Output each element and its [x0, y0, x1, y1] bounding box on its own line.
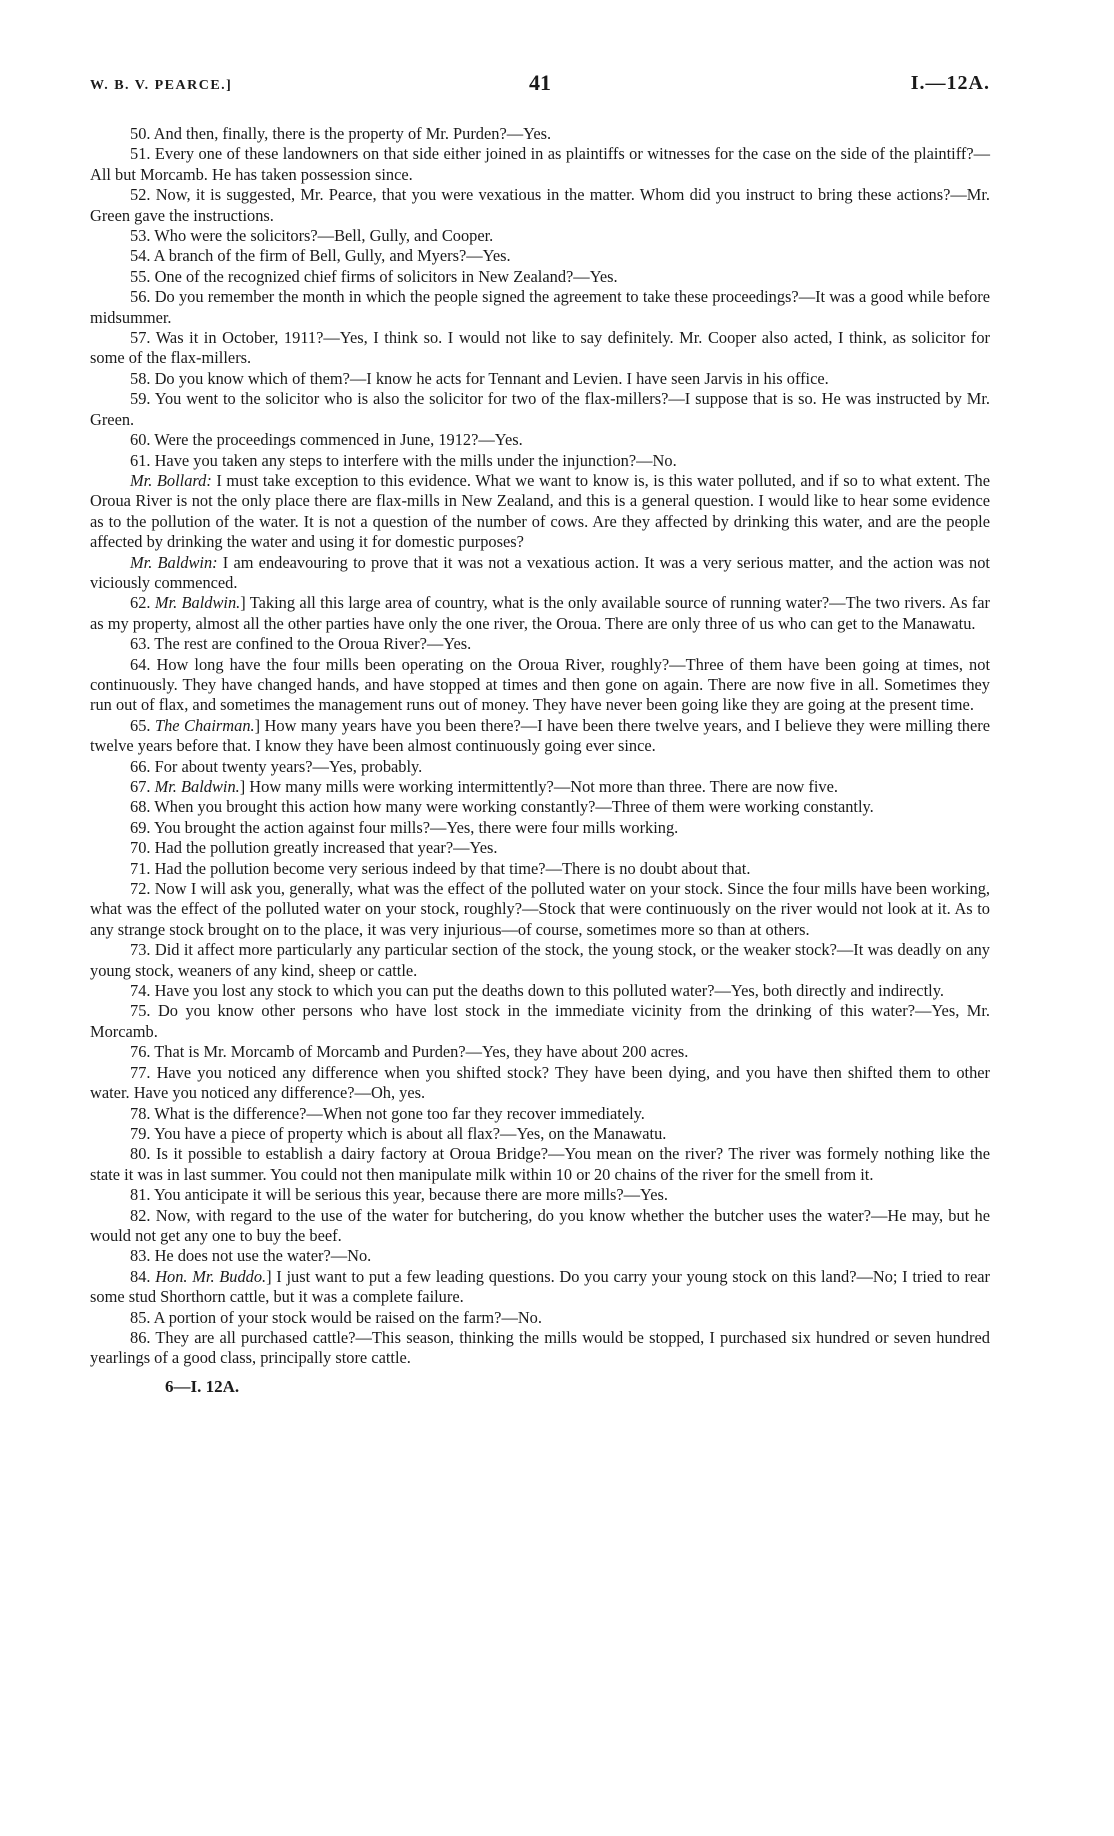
- paragraph-text: 66. For about twenty years?—Yes, probably.: [130, 756, 423, 776]
- paragraph-text: 57. Was it in October, 1911?—Yes, I think so. I would not like to say definitely. Mr. Cooper also acted, I think, as solicitor for some of the flax-millers.: [90, 328, 990, 368]
- testimony-paragraph: [90, 634, 990, 654]
- paragraph-text: ] How many mills were working intermittently?—Not more than three. There are now five.: [239, 777, 838, 796]
- paragraph-text: 63. The rest are confined to the Oroua River?—Yes.: [130, 634, 472, 654]
- testimony-paragraph: [90, 1246, 990, 1266]
- testimony-paragraph: [90, 655, 990, 716]
- signature-mark: 6—I. 12A.: [165, 1376, 240, 1396]
- paragraph-text: 73. Did it affect more particularly any particular section of the stock, the young stock, or the weaker stock?—It was deadly on any young stock, weaners of any kind, sheep or cattle.: [90, 940, 990, 980]
- paragraph-text: 85. A portion of your stock would be raised on the farm?—No.: [130, 1307, 542, 1327]
- speaker-name: Mr. Baldwin.: [154, 593, 241, 613]
- paragraph-text: 71. Had the pollution become very serious indeed by that time?—There is no doubt about that.: [130, 858, 751, 878]
- testimony-paragraph: [90, 1104, 990, 1124]
- paragraph-text: 50. And then, finally, there is the property of Mr. Purden?—Yes.: [130, 124, 552, 143]
- paragraph-text: 86. They are all purchased cattle?—This season, thinking the mills would be stopped, I purchased six hundred or seven hundred yearlings of a good class, principally store cattle.: [90, 1327, 990, 1368]
- testimony-paragraph: [90, 369, 990, 389]
- testimony-paragraph: [90, 777, 990, 797]
- witness-name: W. B. V. PEARCE.]: [90, 78, 233, 93]
- testimony-paragraph: [90, 1206, 990, 1247]
- page-header: [90, 70, 990, 106]
- paragraph-text: ] Taking all this large area of country, what is the only available source of running water?—The two rivers. As far as my property, almost all the other parties have only the one river, the Oroua. There are only three of us who can get to the Manawatu.: [90, 593, 990, 633]
- testimony-paragraph: [90, 1063, 990, 1104]
- testimony-paragraph: [90, 451, 990, 471]
- speaker-name: Hon. Mr. Buddo.: [155, 1266, 267, 1286]
- testimony-paragraph: [90, 1185, 990, 1205]
- paragraph-text: 69. You brought the action against four mills?—Yes, there were four mills working.: [130, 817, 679, 837]
- paragraph-text: 83. He does not use the water?—No.: [130, 1246, 372, 1266]
- question-number: 62.: [130, 593, 155, 613]
- speaker-name: The Chairman.: [154, 715, 255, 735]
- testimony-paragraph: [90, 226, 990, 246]
- speaker-name: Mr. Bollard:: [130, 470, 212, 490]
- paragraph-text: ] How many years have you been there?—I have been there twelve years, and I believe they were milling there twelve years before that. I know they have been almost continuously going ever since.: [90, 715, 990, 756]
- question-number: 65.: [130, 715, 155, 735]
- testimony-paragraph: [90, 553, 990, 594]
- speaker-name: Mr. Baldwin:: [130, 552, 218, 572]
- paragraph-text: 58. Do you know which of them?—I know he acts for Tennant and Levien. I have seen Jarvis in his office.: [130, 368, 829, 388]
- testimony-paragraph: [90, 389, 990, 430]
- paragraph-text: I must take exception to this evidence. What we want to know is, is this water polluted, and if so to what extent. The Oroua River is not the only place there are flax-mills in New Zealand, and this is a general question. I would like to hear some evidence as to the pollution of the water. It is not a question of the number of cows. Are they affected by drinking this water, and are the people affected by drinking the water and using it for domestic purposes?: [90, 470, 991, 552]
- paragraph-text: 52. Now, it is suggested, Mr. Pearce, that you were vexatious in the matter. Whom did you instruct to bring these actions?—Mr. Green gave the instructions.: [90, 185, 990, 225]
- paragraph-text: 51. Every one of these landowners on that side either joined in as plaintiffs or witnesses for the case on the side of the plaintiff?—All but Morcamb. He has taken possession since.: [90, 144, 990, 184]
- paragraph-text: 77. Have you noticed any difference when you shifted stock? They have been dying, and you have then shifted them to other water. Have you noticed any difference?—Oh, yes.: [90, 1062, 990, 1103]
- question-number: 84.: [130, 1266, 156, 1286]
- paragraph-text: 70. Had the pollution greatly increased that year?—Yes.: [130, 838, 498, 858]
- testimony-paragraph: [90, 287, 990, 328]
- paragraph-text: 59. You went to the solicitor who is also the solicitor for two of the flax-millers?—I suppose that is so. He was instructed by Mr. Green.: [90, 389, 990, 429]
- paragraph-text: 61. Have you taken any steps to interfere with the mills under the injunction?—No.: [130, 450, 677, 470]
- testimony-paragraph: [90, 1328, 990, 1369]
- paragraph-text: 68. When you brought this action how many were working constantly?—Three of them were working constantly.: [130, 797, 874, 817]
- testimony-paragraph: [90, 879, 990, 940]
- testimony-paragraph: [90, 267, 990, 287]
- paragraph-text: 74. Have you lost any stock to which you can put the deaths down to this polluted water?—Yes, both directly and indirectly.: [130, 981, 944, 1001]
- testimony-paragraph: [90, 981, 990, 1001]
- testimony-paragraph: [90, 471, 990, 553]
- paragraph-text: 64. How long have the four mills been operating on the Oroua River, roughly?—Three of them have been going at times, not continuously. They have changed hands, and have stopped at times and then gone on again. There are now five in all. Sometimes they run out of flax, and sometimes the management runs out of money. They have never been going like they are going at the present time.: [90, 654, 990, 715]
- document-reference: I.—12A.: [910, 72, 990, 94]
- question-number: 67.: [130, 777, 155, 796]
- paragraph-text: 75. Do you know other persons who have lost stock in the immediate vicinity from the drinking of this water?—Yes, Mr. Morcamb.: [90, 1001, 990, 1041]
- testimony-paragraph: [90, 1042, 990, 1062]
- testimony-paragraph: [90, 1124, 990, 1144]
- testimony-paragraph: [90, 1308, 990, 1328]
- paragraph-text: 72. Now I will ask you, generally, what was the effect of the polluted water on your stock. Since the four mills have been working, what was the effect of the polluted water on your stock, roughly?—Stock that were continuously on the river would not look at it. As to any strange stock brought on to the place, it was very injurious—of course, sometimes more so than at others.: [90, 879, 990, 939]
- testimony-paragraph: [90, 1267, 990, 1308]
- testimony-paragraph: [90, 716, 990, 757]
- paragraph-text: 53. Who were the solicitors?—Bell, Gully, and Cooper.: [130, 226, 494, 246]
- paragraph-text: 82. Now, with regard to the use of the water for butchering, do you know whether the butcher uses the water?—He may, but he would not get any one to buy the beef.: [90, 1205, 990, 1245]
- testimony-paragraph: [90, 185, 990, 226]
- testimony-paragraph: [90, 246, 990, 266]
- paragraph-text: ] I just want to put a few leading questions. Do you carry your young stock on this land?—No; I tried to rear some stud Shorthorn cattle, but it was a complete failure.: [90, 1266, 990, 1307]
- testimony-paragraph: [90, 124, 990, 144]
- paragraph-text: 76. That is Mr. Morcamb of Morcamb and Purden?—Yes, they have about 200 acres.: [130, 1042, 689, 1062]
- paragraph-text: 79. You have a piece of property which is about all flax?—Yes, on the Manawatu.: [130, 1123, 667, 1143]
- testimony-paragraph: [90, 818, 990, 838]
- testimony-paragraph: [90, 1144, 990, 1185]
- testimony-paragraph: [90, 797, 990, 817]
- paragraph-text: 56. Do you remember the month in which the people signed the agreement to take these proceedings?—It was a good while before midsummer.: [90, 287, 990, 327]
- testimony-body: [90, 124, 990, 1369]
- testimony-paragraph: [90, 940, 990, 981]
- paragraph-text: 78. What is the difference?—When not gone too far they recover immediately.: [130, 1103, 645, 1123]
- testimony-paragraph: [90, 328, 990, 369]
- paragraph-text: 54. A branch of the firm of Bell, Gully, and Myers?—Yes.: [130, 246, 511, 266]
- testimony-paragraph: [90, 838, 990, 858]
- speaker-name: Mr. Baldwin.: [154, 777, 240, 796]
- page-number: 41: [529, 70, 551, 95]
- testimony-paragraph: [90, 144, 990, 185]
- paragraph-text: I am endeavouring to prove that it was not a vexatious action. It was a very serious matter, and the action was not viciously commenced.: [90, 552, 990, 592]
- testimony-paragraph: [90, 1001, 990, 1042]
- testimony-paragraph: [90, 593, 990, 634]
- paragraph-text: 81. You anticipate it will be serious this year, because there are more mills?—Yes.: [130, 1185, 668, 1205]
- paragraph-text: 55. One of the recognized chief firms of solicitors in New Zealand?—Yes.: [130, 266, 618, 286]
- testimony-paragraph: [90, 430, 990, 450]
- testimony-paragraph: [90, 757, 990, 777]
- document-page: [90, 70, 990, 1397]
- testimony-paragraph: [90, 859, 990, 879]
- paragraph-text: 80. Is it possible to establish a dairy factory at Oroua Bridge?—You mean on the river? The river was formely nothing like the state it was in last summer. You could not then manipulate milk within 10 or 20 chains of the river for the smell from it.: [90, 1144, 990, 1184]
- paragraph-text: 60. Were the proceedings commenced in June, 1912?—Yes.: [130, 430, 523, 450]
